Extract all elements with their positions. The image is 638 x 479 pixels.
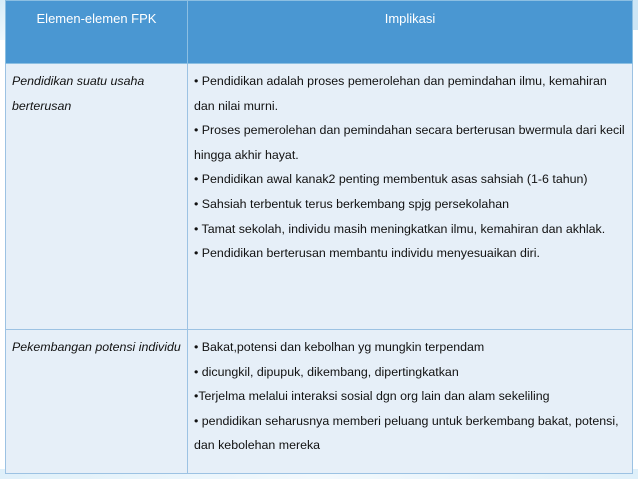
implication-point: • Pendidikan adalah proses pemerolehan dan pemindahan ilmu, kemahiran dan nilai murni.	[194, 74, 607, 113]
implication-point: • Bakat,potensi dan kebolhan yg mungkin terpendam	[194, 340, 485, 354]
implication-point: • Pendidikan awal kanak2 penting membentuk asas sahsiah (1-6 tahun)	[194, 172, 588, 187]
implication-point: • Pendidikan berterusan membantu individu menyesuaikan diri.	[194, 246, 540, 261]
fpk-table	[5, 0, 633, 474]
implication-point: •Terjelma melalui interaksi sosial dgn org lain dan alam sekeliling	[194, 389, 550, 404]
implication-point: • Tamat sekolah, individu masih meningkatkan ilmu, kemahiran dan akhlak.	[194, 221, 606, 236]
row-implications	[188, 330, 633, 474]
table-header-row	[6, 1, 633, 64]
implication-point: • dicungkil, dipupuk, dikembang, dipertingkatkan	[194, 364, 459, 379]
row-element: Pekembangan potensi individu	[6, 330, 188, 474]
row-implications	[188, 64, 633, 330]
row-element: Pendidikan suatu usaha berterusan	[6, 64, 188, 330]
table-row	[6, 330, 633, 474]
implication-point: • Proses pemerolehan dan pemindahan secara berterusan bwermula dari kecil hingga akhir hayat.	[194, 123, 625, 162]
implication-point: • Sahsiah terbentuk terus berkembang spjg persekolahan	[194, 196, 509, 211]
implication-point: • pendidikan seharusnya memberi peluang untuk berkembang bakat, potensi, dan kebolehan mereka	[194, 413, 619, 453]
header-implications: Implikasi	[188, 1, 633, 64]
header-elements: Elemen-elemen FPK	[6, 1, 188, 64]
table-row	[6, 64, 633, 330]
